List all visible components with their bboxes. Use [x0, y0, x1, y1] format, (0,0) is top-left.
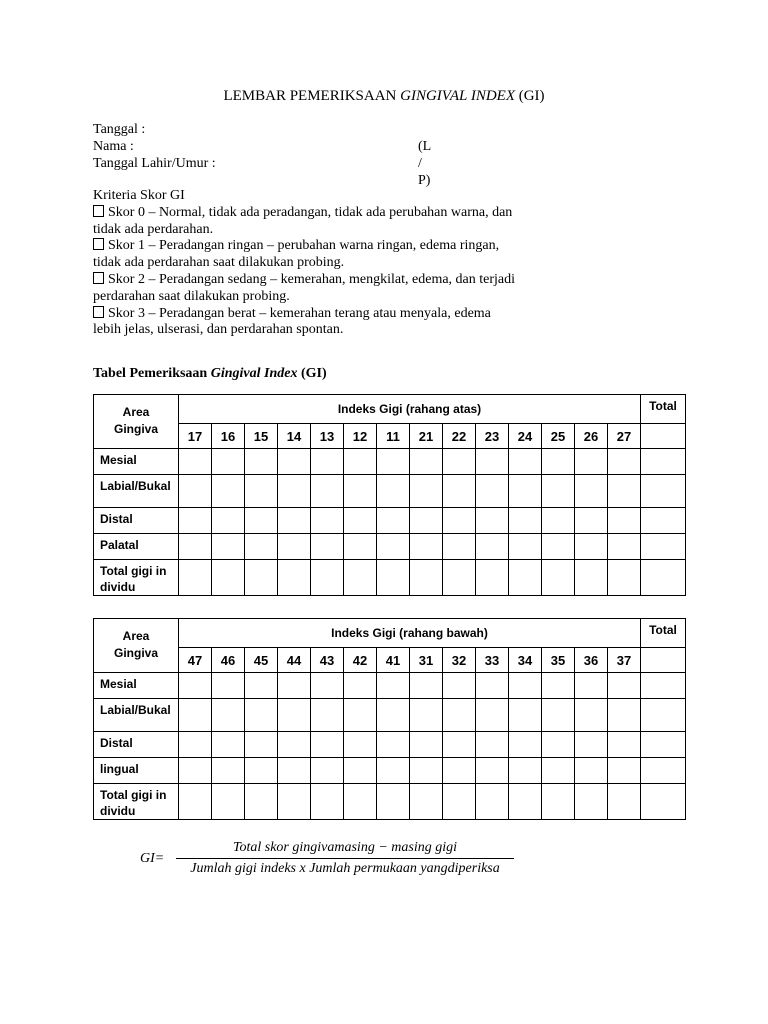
row-total-cell[interactable] — [641, 699, 686, 732]
score-cell[interactable] — [509, 699, 542, 732]
score-cell[interactable] — [179, 673, 212, 699]
score-cell[interactable] — [476, 784, 509, 820]
fraction-bar — [176, 858, 514, 859]
score-cell[interactable] — [377, 673, 410, 699]
area-header-label: Area Gingiva — [113, 405, 158, 436]
score-cell[interactable] — [179, 732, 212, 758]
criteria-text: perdarahan saat dilakukan probing. — [93, 288, 290, 304]
criteria-line — [93, 205, 593, 222]
score-cell[interactable] — [476, 449, 509, 475]
formula-numerator: Total skor gingivamasing − masing gigi — [232, 840, 457, 855]
tooth-number: 31 — [410, 648, 443, 673]
title-text: LEMBAR PEMERIKSAAN — [223, 88, 401, 104]
checkbox-icon[interactable] — [93, 205, 104, 217]
criteria-line — [93, 272, 593, 289]
score-cell[interactable] — [311, 732, 344, 758]
tooth-number: 46 — [212, 648, 245, 673]
page-title — [0, 88, 768, 105]
caption-suffix: (GI) — [297, 366, 327, 381]
score-cell[interactable] — [410, 784, 443, 820]
score-cell[interactable] — [509, 560, 542, 596]
score-cell[interactable] — [245, 560, 278, 596]
score-cell[interactable] — [344, 475, 377, 508]
score-cell[interactable] — [542, 534, 575, 560]
score-criteria — [93, 188, 593, 339]
row-label — [94, 475, 179, 508]
area-header — [94, 395, 179, 449]
score-cell[interactable] — [575, 449, 608, 475]
tooth-number: 21 — [410, 424, 443, 449]
criteria-line — [93, 289, 593, 306]
score-cell[interactable] — [212, 560, 245, 596]
score-cell[interactable] — [509, 673, 542, 699]
area-header-label: Area Gingiva — [113, 629, 158, 660]
score-cell[interactable] — [476, 732, 509, 758]
score-cell[interactable] — [212, 699, 245, 732]
tooth-number: 44 — [278, 648, 311, 673]
score-cell[interactable] — [245, 758, 278, 784]
tooth-number: 47 — [179, 648, 212, 673]
score-cell[interactable] — [278, 699, 311, 732]
score-cell[interactable] — [608, 475, 641, 508]
score-cell[interactable] — [542, 784, 575, 820]
score-cell[interactable] — [245, 784, 278, 820]
score-cell[interactable] — [278, 449, 311, 475]
score-cell[interactable] — [377, 508, 410, 534]
row-label-text: lingual — [100, 762, 139, 776]
score-cell[interactable] — [542, 449, 575, 475]
tooth-number: 14 — [278, 424, 311, 449]
score-cell[interactable] — [377, 534, 410, 560]
score-cell[interactable] — [245, 732, 278, 758]
score-cell[interactable] — [278, 758, 311, 784]
row-label — [94, 560, 179, 596]
score-cell[interactable] — [245, 508, 278, 534]
score-cell[interactable] — [344, 673, 377, 699]
name-label: Nama : — [93, 139, 134, 154]
row-label-text: Total gigi individu — [100, 564, 167, 594]
area-header — [94, 619, 179, 673]
formula-fraction — [176, 840, 514, 877]
criteria-line — [93, 306, 593, 323]
score-cell[interactable] — [344, 699, 377, 732]
criteria-text: tidak ada perdarahan saat dilakukan probing. — [93, 255, 345, 271]
tooth-number: 32 — [443, 648, 476, 673]
score-cell[interactable] — [212, 758, 245, 784]
row-label — [94, 449, 179, 475]
score-cell[interactable] — [179, 449, 212, 475]
score-cell[interactable] — [278, 784, 311, 820]
checkbox-icon[interactable] — [93, 272, 104, 284]
total-cell[interactable] — [641, 424, 686, 449]
score-cell[interactable] — [443, 449, 476, 475]
criteria-text: Skor 0 – Normal, tidak ada peradangan, tidak ada perubahan warna, dan — [108, 204, 513, 220]
tooth-number: 45 — [245, 648, 278, 673]
row-label — [94, 758, 179, 784]
score-cell[interactable] — [608, 758, 641, 784]
score-cell[interactable] — [575, 560, 608, 596]
score-cell[interactable] — [410, 534, 443, 560]
checkbox-icon[interactable] — [93, 306, 104, 318]
caption-italic: Gingival Index — [210, 366, 298, 381]
score-cell[interactable] — [311, 673, 344, 699]
row-total-cell[interactable] — [641, 560, 686, 596]
row-total-cell[interactable] — [641, 475, 686, 508]
row-label-text: Distal — [100, 512, 133, 526]
score-cell[interactable] — [476, 534, 509, 560]
score-cell[interactable] — [410, 560, 443, 596]
row-label-text: Mesial — [100, 677, 137, 691]
score-cell[interactable] — [575, 758, 608, 784]
score-cell[interactable] — [311, 508, 344, 534]
tooth-number: 13 — [311, 424, 344, 449]
score-cell[interactable] — [476, 758, 509, 784]
lower-jaw-table — [93, 618, 686, 820]
score-cell[interactable] — [179, 475, 212, 508]
score-cell[interactable] — [212, 784, 245, 820]
total-header: Total — [641, 395, 686, 424]
score-cell[interactable] — [212, 534, 245, 560]
row-total-cell[interactable] — [641, 784, 686, 820]
score-cell[interactable] — [410, 475, 443, 508]
score-cell[interactable] — [410, 449, 443, 475]
score-cell[interactable] — [608, 673, 641, 699]
score-cell[interactable] — [179, 758, 212, 784]
score-cell[interactable] — [179, 534, 212, 560]
score-cell[interactable] — [443, 673, 476, 699]
score-cell[interactable] — [377, 449, 410, 475]
score-cell[interactable] — [410, 508, 443, 534]
tooth-number: 15 — [245, 424, 278, 449]
tooth-number: 22 — [443, 424, 476, 449]
score-cell[interactable] — [509, 449, 542, 475]
tooth-number: 42 — [344, 648, 377, 673]
score-cell[interactable] — [311, 475, 344, 508]
criteria-text: Skor 2 – Peradangan sedang – kemerahan, mengkilat, edema, dan terjadi — [108, 271, 516, 287]
title-suffix: (GI) — [514, 88, 545, 104]
score-cell[interactable] — [410, 699, 443, 732]
upper-jaw-table — [93, 394, 686, 596]
score-cell[interactable] — [476, 475, 509, 508]
teeth-index-header: Indeks Gigi (rahang atas) — [179, 395, 641, 424]
score-cell[interactable] — [212, 732, 245, 758]
formula-denominator: Jumlah gigi indeks x Jumlah permukaan yangdiperiksa — [190, 861, 500, 876]
score-cell[interactable] — [575, 475, 608, 508]
criteria-line — [93, 238, 593, 255]
row-total-cell[interactable] — [641, 673, 686, 699]
tooth-number: 11 — [377, 424, 410, 449]
table-caption — [93, 366, 327, 382]
score-cell[interactable] — [377, 560, 410, 596]
score-cell[interactable] — [575, 732, 608, 758]
score-cell[interactable] — [476, 560, 509, 596]
score-cell[interactable] — [443, 699, 476, 732]
tooth-number: 27 — [608, 424, 641, 449]
checkbox-icon[interactable] — [93, 238, 104, 250]
row-label-text: Total gigi individu — [100, 788, 167, 818]
tooth-number: 24 — [509, 424, 542, 449]
row-label — [94, 699, 179, 732]
score-cell[interactable] — [476, 699, 509, 732]
score-cell[interactable] — [476, 508, 509, 534]
criteria-line — [93, 222, 593, 239]
score-cell[interactable] — [410, 758, 443, 784]
score-cell[interactable] — [245, 534, 278, 560]
gender-label: (L / P) — [418, 139, 431, 188]
row-total-cell[interactable] — [641, 534, 686, 560]
date-label: Tanggal : — [93, 122, 146, 137]
score-cell[interactable] — [377, 732, 410, 758]
score-cell[interactable] — [509, 534, 542, 560]
tooth-number: 35 — [542, 648, 575, 673]
score-cell[interactable] — [344, 560, 377, 596]
score-cell[interactable] — [179, 560, 212, 596]
score-cell[interactable] — [179, 508, 212, 534]
formula-lhs: GI= — [140, 851, 165, 866]
score-cell[interactable] — [212, 449, 245, 475]
tooth-number: 34 — [509, 648, 542, 673]
criteria-text: Skor 3 – Peradangan berat – kemerahan terang atau menyala, edema — [108, 305, 491, 321]
score-cell[interactable] — [509, 784, 542, 820]
row-label — [94, 673, 179, 699]
score-cell[interactable] — [575, 534, 608, 560]
caption-text: Tabel Pemeriksaan — [93, 366, 211, 381]
score-cell[interactable] — [542, 699, 575, 732]
teeth-index-header: Indeks Gigi (rahang bawah) — [179, 619, 641, 648]
tooth-number: 33 — [476, 648, 509, 673]
score-cell[interactable] — [575, 508, 608, 534]
score-cell[interactable] — [608, 534, 641, 560]
row-label — [94, 732, 179, 758]
score-cell[interactable] — [608, 508, 641, 534]
score-cell[interactable] — [311, 758, 344, 784]
title-italic: GINGIVAL INDEX — [400, 88, 515, 104]
row-total-cell[interactable] — [641, 732, 686, 758]
score-cell[interactable] — [542, 475, 575, 508]
row-total-cell[interactable] — [641, 449, 686, 475]
score-cell[interactable] — [245, 699, 278, 732]
tooth-number: 17 — [179, 424, 212, 449]
tooth-number: 23 — [476, 424, 509, 449]
row-label — [94, 508, 179, 534]
score-cell[interactable] — [410, 732, 443, 758]
score-cell[interactable] — [443, 475, 476, 508]
row-total-cell[interactable] — [641, 508, 686, 534]
criteria-line — [93, 255, 593, 272]
score-cell[interactable] — [212, 475, 245, 508]
score-cell[interactable] — [278, 508, 311, 534]
score-cell[interactable] — [377, 699, 410, 732]
score-cell[interactable] — [212, 673, 245, 699]
score-cell[interactable] — [443, 560, 476, 596]
tooth-number: 43 — [311, 648, 344, 673]
score-cell[interactable] — [278, 673, 311, 699]
score-cell[interactable] — [542, 673, 575, 699]
patient-info — [93, 121, 431, 188]
score-cell[interactable] — [278, 475, 311, 508]
score-cell[interactable] — [311, 699, 344, 732]
score-cell[interactable] — [344, 732, 377, 758]
score-cell[interactable] — [542, 732, 575, 758]
tooth-number: 25 — [542, 424, 575, 449]
score-cell[interactable] — [179, 699, 212, 732]
score-cell[interactable] — [410, 673, 443, 699]
score-cell[interactable] — [377, 475, 410, 508]
score-cell[interactable] — [212, 508, 245, 534]
score-cell[interactable] — [344, 534, 377, 560]
score-cell[interactable] — [443, 534, 476, 560]
score-cell[interactable] — [575, 673, 608, 699]
row-label-text: Labial/Bukal — [100, 703, 171, 717]
score-cell[interactable] — [344, 784, 377, 820]
score-cell[interactable] — [278, 534, 311, 560]
criteria-heading: Kriteria Skor GI — [93, 188, 185, 203]
criteria-line — [93, 322, 593, 339]
score-cell[interactable] — [245, 475, 278, 508]
score-cell[interactable] — [179, 784, 212, 820]
row-label-text: Palatal — [100, 538, 139, 552]
tooth-number: 26 — [575, 424, 608, 449]
score-cell[interactable] — [575, 699, 608, 732]
criteria-text: tidak ada perdarahan. — [93, 221, 214, 237]
score-cell[interactable] — [278, 732, 311, 758]
total-header: Total — [641, 619, 686, 648]
score-cell[interactable] — [245, 449, 278, 475]
score-cell[interactable] — [344, 508, 377, 534]
row-label-text: Mesial — [100, 453, 137, 467]
row-label-text: Distal — [100, 736, 133, 750]
row-total-cell[interactable] — [641, 758, 686, 784]
score-cell[interactable] — [542, 758, 575, 784]
score-cell[interactable] — [443, 732, 476, 758]
score-cell[interactable] — [608, 449, 641, 475]
tooth-number: 12 — [344, 424, 377, 449]
score-cell[interactable] — [575, 784, 608, 820]
score-cell[interactable] — [311, 534, 344, 560]
score-cell[interactable] — [344, 449, 377, 475]
score-cell[interactable] — [509, 758, 542, 784]
score-cell[interactable] — [509, 508, 542, 534]
score-cell[interactable] — [443, 508, 476, 534]
score-cell[interactable] — [608, 732, 641, 758]
birthdate-label: Tanggal Lahir/Umur : — [93, 156, 216, 171]
score-cell[interactable] — [608, 784, 641, 820]
score-cell[interactable] — [509, 732, 542, 758]
score-cell[interactable] — [509, 475, 542, 508]
tooth-number: 37 — [608, 648, 641, 673]
tooth-number: 36 — [575, 648, 608, 673]
score-cell[interactable] — [377, 758, 410, 784]
row-label-text: Labial/Bukal — [100, 479, 171, 493]
score-cell[interactable] — [311, 784, 344, 820]
score-cell[interactable] — [443, 784, 476, 820]
tooth-number: 16 — [212, 424, 245, 449]
score-cell[interactable] — [311, 560, 344, 596]
score-cell[interactable] — [476, 673, 509, 699]
score-cell[interactable] — [311, 449, 344, 475]
tooth-number: 41 — [377, 648, 410, 673]
score-cell[interactable] — [542, 560, 575, 596]
score-cell[interactable] — [608, 699, 641, 732]
score-cell[interactable] — [542, 508, 575, 534]
score-cell[interactable] — [443, 758, 476, 784]
score-cell[interactable] — [278, 560, 311, 596]
criteria-text: lebih jelas, ulserasi, dan perdarahan spontan. — [93, 322, 344, 338]
total-cell[interactable] — [641, 648, 686, 673]
score-cell[interactable] — [245, 673, 278, 699]
score-cell[interactable] — [608, 560, 641, 596]
score-cell[interactable] — [344, 758, 377, 784]
score-cell[interactable] — [377, 784, 410, 820]
row-label — [94, 784, 179, 820]
row-label — [94, 534, 179, 560]
criteria-text: Skor 1 – Peradangan ringan – perubahan warna ringan, edema ringan, — [108, 238, 500, 254]
